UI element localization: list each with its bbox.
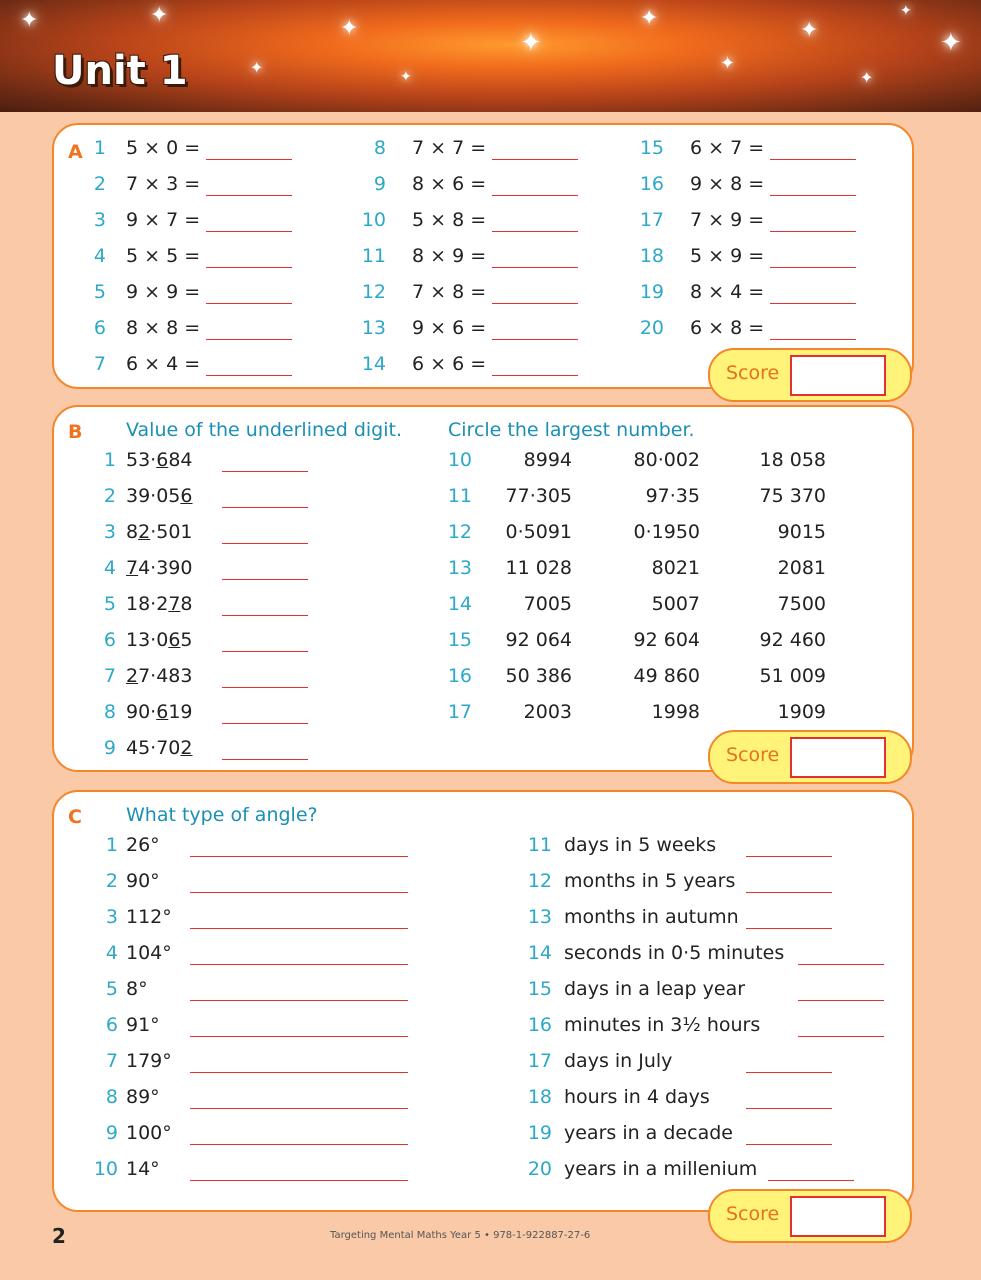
item-number: 3 [103,521,116,543]
sparkle-icon: ✦ [720,53,736,74]
option-number[interactable]: 9015 [777,521,826,543]
angle-value: 26° [126,834,160,856]
digit-suffix: 4·390 [138,557,193,579]
option-number[interactable]: 92 064 [505,629,572,651]
answer-line[interactable] [798,964,884,965]
time-question: months in 5 years [564,870,736,892]
item-number: 12 [447,521,472,543]
answer-line[interactable] [222,471,308,472]
digit-suffix: 84 [168,449,193,471]
answer-line[interactable] [190,1036,408,1037]
underlined-digit: 6 [156,449,169,471]
item-number: 7 [93,353,106,375]
option-number[interactable]: 7500 [777,593,826,615]
angle-value: 8° [126,978,148,1000]
question-text: 9 × 6 = [412,317,487,339]
answer-line[interactable] [190,928,408,929]
option-number[interactable]: 2003 [523,701,572,723]
answer-line[interactable] [206,159,292,160]
decimal-number [126,737,193,759]
question-text: 6 × 8 = [690,317,765,339]
answer-line[interactable] [770,303,856,304]
item-number: 14 [447,593,472,615]
answer-line[interactable] [492,195,578,196]
digit-prefix: 39·05 [126,485,181,507]
item-number: 16 [639,173,664,195]
section-b-panel [52,405,914,772]
item-number: 13 [447,557,472,579]
item-number: 6 [105,1014,118,1036]
question-text: 5 × 9 = [690,245,765,267]
underlined-digit: 6 [168,629,181,651]
option-number[interactable]: 1909 [777,701,826,723]
item-number: 18 [527,1086,552,1108]
decimal-number [126,557,193,579]
question-text: 8 × 6 = [412,173,487,195]
question-text: 5 × 8 = [412,209,487,231]
sparkle-icon: ✦ [900,3,912,19]
answer-line[interactable] [798,1000,884,1001]
underlined-digit: 6 [180,485,193,507]
question-text: 8 × 4 = [690,281,765,303]
item-number: 11 [447,485,472,507]
decimal-number [126,485,193,507]
answer-line[interactable] [492,339,578,340]
item-number: 8 [105,1086,118,1108]
option-number[interactable]: 49 860 [633,665,700,687]
section-letter: A [68,141,83,163]
answer-line[interactable] [190,964,408,965]
sparkle-icon: ✦ [800,18,819,43]
score-panel-b [708,730,912,784]
score-panel-c [708,1189,912,1243]
answer-line[interactable] [492,267,578,268]
question-text: 8 × 9 = [412,245,487,267]
digit-prefix: 13·0 [126,629,169,651]
item-number: 20 [639,317,664,339]
decimal-number [126,449,193,471]
answer-line[interactable] [206,339,292,340]
question-text: 7 × 3 = [126,173,201,195]
item-number: 1 [103,449,116,471]
question-text: 7 × 9 = [690,209,765,231]
option-number[interactable]: 18 058 [759,449,826,471]
underlined-digit: 2 [126,665,139,687]
digit-suffix: 19 [168,701,193,723]
angle-value: 179° [126,1050,172,1072]
item-number: 17 [527,1050,552,1072]
section-c-panel [52,790,914,1212]
score-input[interactable] [790,1196,886,1237]
score-label: Score [726,362,780,384]
answer-line[interactable] [770,231,856,232]
time-question: months in autumn [564,906,739,928]
item-number: 4 [103,557,116,579]
digit-prefix: 18·2 [126,593,169,615]
answer-line[interactable] [206,267,292,268]
option-number[interactable]: 1998 [651,701,700,723]
option-number[interactable]: 7005 [523,593,572,615]
answer-line[interactable] [492,231,578,232]
time-question: years in a decade [564,1122,733,1144]
item-number: 1 [93,137,106,159]
answer-line[interactable] [206,375,292,376]
question-text: 9 × 7 = [126,209,201,231]
answer-line[interactable] [770,159,856,160]
sparkle-icon: ✦ [150,3,169,28]
answer-line[interactable] [222,579,308,580]
answer-line[interactable] [222,615,308,616]
option-number[interactable]: 97·35 [645,485,700,507]
answer-line[interactable] [746,928,832,929]
item-number: 5 [105,978,118,1000]
digit-prefix: 45·70 [126,737,181,759]
item-number: 18 [639,245,664,267]
section-heading: Value of the underlined digit. [126,419,402,441]
item-number: 4 [105,942,118,964]
answer-line[interactable] [190,1072,408,1073]
option-number[interactable]: 92 460 [759,629,826,651]
answer-line[interactable] [206,303,292,304]
answer-line[interactable] [746,1108,832,1109]
answer-line[interactable] [492,375,578,376]
time-question: days in 5 weeks [564,834,717,856]
item-number: 8 [103,701,116,723]
option-number[interactable]: 51 009 [759,665,826,687]
angle-value: 112° [126,906,172,928]
angle-value: 100° [126,1122,172,1144]
item-number: 9 [105,1122,118,1144]
item-number: 7 [105,1050,118,1072]
item-number: 13 [361,317,386,339]
item-number: 20 [527,1158,552,1180]
answer-line[interactable] [222,543,308,544]
answer-line[interactable] [770,339,856,340]
option-number[interactable]: 50 386 [505,665,572,687]
item-number: 5 [93,281,106,303]
item-number: 17 [447,701,472,723]
item-number: 9 [103,737,116,759]
item-number: 19 [527,1122,552,1144]
sparkle-icon: ✦ [640,6,659,31]
option-number[interactable]: 8994 [523,449,572,471]
time-question: seconds in 0·5 minutes [564,942,785,964]
decimal-number [126,593,193,615]
answer-line[interactable] [206,231,292,232]
time-question: years in a millenium [564,1158,758,1180]
answer-line[interactable] [190,856,408,857]
score-label: Score [726,1203,780,1225]
section-heading: What type of angle? [126,804,318,826]
option-number[interactable]: 5007 [651,593,700,615]
score-label: Score [726,744,780,766]
page-title: Unit 1 [52,48,188,94]
digit-suffix: 5 [180,629,193,651]
time-question: hours in 4 days [564,1086,710,1108]
angle-value: 91° [126,1014,160,1036]
sparkle-icon: ✦ [250,58,264,77]
time-question: days in July [564,1050,673,1072]
question-text: 9 × 9 = [126,281,201,303]
item-number: 12 [361,281,386,303]
answer-line[interactable] [770,267,856,268]
question-text: 9 × 8 = [690,173,765,195]
item-number: 2 [103,485,116,507]
option-number[interactable]: 92 604 [633,629,700,651]
option-number[interactable]: 0·5091 [505,521,572,543]
digit-prefix: 53· [126,449,157,471]
item-number: 4 [93,245,106,267]
sparkle-icon: ✦ [400,69,412,85]
score-input[interactable] [790,737,886,778]
answer-line[interactable] [770,195,856,196]
option-number[interactable]: 0·1950 [633,521,700,543]
item-number: 15 [527,978,552,1000]
item-number: 17 [639,209,664,231]
sparkle-icon: ✦ [520,28,542,58]
answer-line[interactable] [798,1036,884,1037]
underlined-digit: 2 [138,521,151,543]
item-number: 16 [527,1014,552,1036]
answer-line[interactable] [190,1144,408,1145]
page-number: 2 [52,1224,66,1248]
item-number: 10 [447,449,472,471]
answer-line[interactable] [768,1180,854,1181]
item-number: 10 [361,209,386,231]
item-number: 7 [103,665,116,687]
underlined-digit: 7 [168,593,181,615]
section-heading: Circle the largest number. [448,419,695,441]
section-letter: C [68,806,82,828]
underlined-digit: 6 [156,701,169,723]
digit-prefix: 90· [126,701,157,723]
answer-line[interactable] [190,1000,408,1001]
item-number: 11 [361,245,386,267]
answer-line[interactable] [746,1072,832,1073]
answer-line[interactable] [190,1180,408,1181]
score-panel-a [708,348,912,402]
item-number: 19 [639,281,664,303]
item-number: 11 [527,834,552,856]
answer-line[interactable] [222,723,308,724]
item-number: 5 [103,593,116,615]
answer-line[interactable] [222,687,308,688]
option-number[interactable]: 8021 [651,557,700,579]
item-number: 15 [447,629,472,651]
decimal-number [126,629,193,651]
item-number: 10 [93,1158,118,1180]
sparkle-icon: ✦ [340,16,359,41]
question-text: 7 × 7 = [412,137,487,159]
item-number: 2 [105,870,118,892]
question-text: 5 × 0 = [126,137,201,159]
item-number: 6 [93,317,106,339]
item-number: 2 [93,173,106,195]
decimal-number [126,521,193,543]
item-number: 8 [373,137,386,159]
time-question: days in a leap year [564,978,746,1000]
item-number: 3 [105,906,118,928]
answer-line[interactable] [222,651,308,652]
question-text: 6 × 6 = [412,353,487,375]
underlined-digit: 7 [126,557,139,579]
answer-line[interactable] [190,1108,408,1109]
answer-line[interactable] [222,507,308,508]
item-number: 16 [447,665,472,687]
answer-line[interactable] [206,195,292,196]
question-text: 6 × 4 = [126,353,201,375]
digit-suffix: ·501 [150,521,193,543]
digit-suffix: 8 [180,593,193,615]
answer-line[interactable] [492,159,578,160]
sparkle-icon: ✦ [20,8,39,33]
sparkle-icon: ✦ [940,28,962,58]
decimal-number [126,665,193,687]
sparkle-icon: ✦ [860,68,874,87]
angle-value: 14° [126,1158,160,1180]
digit-suffix: 7·483 [138,665,193,687]
option-number[interactable]: 80·002 [633,449,700,471]
angle-value: 90° [126,870,160,892]
option-number[interactable]: 11 028 [505,557,572,579]
question-text: 8 × 8 = [126,317,201,339]
time-question: minutes in 3½ hours [564,1014,761,1036]
item-number: 13 [527,906,552,928]
answer-line[interactable] [746,1144,832,1145]
digit-prefix: 8 [126,521,139,543]
question-text: 7 × 8 = [412,281,487,303]
item-number: 14 [361,353,386,375]
answer-line[interactable] [222,759,308,760]
decimal-number [126,701,193,723]
question-text: 5 × 5 = [126,245,201,267]
answer-line[interactable] [492,303,578,304]
question-text: 6 × 7 = [690,137,765,159]
answer-line[interactable] [190,892,408,893]
answer-line[interactable] [746,856,832,857]
item-number: 14 [527,942,552,964]
option-number[interactable]: 77·305 [505,485,572,507]
item-number: 12 [527,870,552,892]
option-number[interactable]: 2081 [777,557,826,579]
item-number: 1 [105,834,118,856]
angle-value: 104° [126,942,172,964]
score-input[interactable] [790,355,886,396]
item-number: 9 [373,173,386,195]
item-number: 3 [93,209,106,231]
underlined-digit: 2 [180,737,193,759]
footer-text: Targeting Mental Maths Year 5 • 978-1-922887-27-6 [330,1230,591,1241]
option-number[interactable]: 75 370 [759,485,826,507]
item-number: 6 [103,629,116,651]
section-letter: B [68,421,83,443]
answer-line[interactable] [746,892,832,893]
angle-value: 89° [126,1086,160,1108]
item-number: 15 [639,137,664,159]
